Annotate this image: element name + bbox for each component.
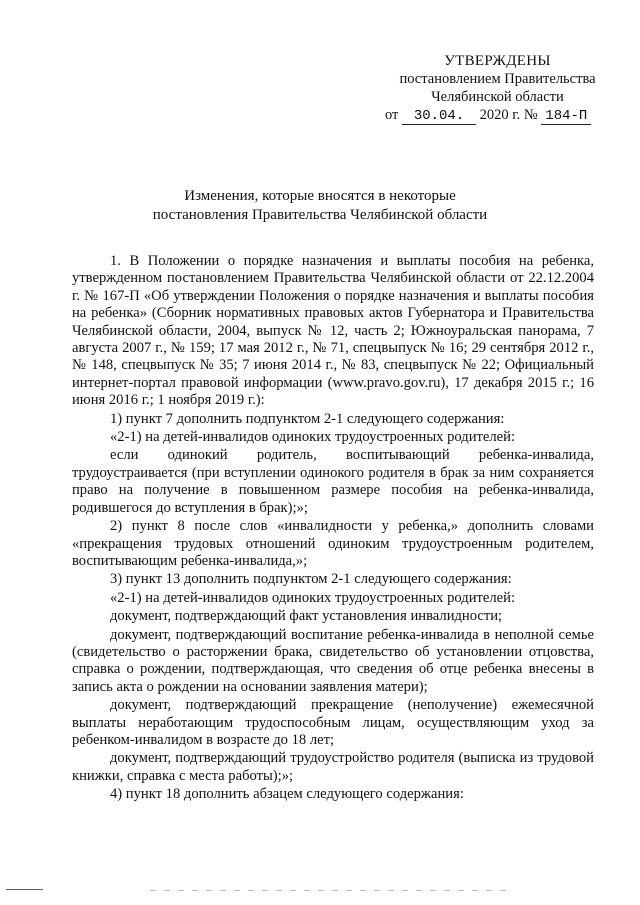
approval-title: УТВЕРЖДЕНЫ: [444, 53, 551, 69]
approval-date-row: [380, 106, 615, 125]
approval-region: Челябинской области: [431, 89, 564, 105]
document-title-line-2: постановления Правительства Челябинской области: [152, 207, 488, 223]
document-title: [0, 187, 640, 225]
footer-scan-artifact: [150, 890, 510, 891]
approval-year-text: 2020 г. №: [479, 107, 538, 123]
approval-stamp: [380, 52, 615, 125]
approval-authority: постановлением Правительства: [399, 71, 596, 87]
subitem-3-doc-2: документ, подтверждающий воспитание ребенка-инвалида в неполной семье (свидетельство о расторжении брака, свидетельство об установлении отцовства, справка о рождении, подтверждающая, что сведения об отце ребенка внесены в запись акта о рождении на основании заявления матери);: [72, 626, 594, 695]
subitem-3: 3) пункт 13 дополнить подпунктом 2-1 следующего содержания:: [110, 571, 512, 588]
approval-date-prefix: от: [385, 107, 399, 123]
subitem-2: 2) пункт 8 после слов «инвалидности у ребенка,» дополнить словами «прекращения трудовых отношений одиноким трудоустроенным родителем, воспитывающим ребенка-инвалида,»;: [72, 518, 594, 569]
subitem-3-doc-1: документ, подтверждающий факт установления инвалидности;: [110, 608, 503, 625]
subitem-3-doc-4: документ, подтверждающий трудоустройство родителя (выписка из трудовой книжки, справка с места работы);»;: [72, 750, 594, 784]
document-title-line-1: Изменения, которые вносятся в некоторые: [184, 188, 456, 204]
footer-rule: [6, 889, 43, 890]
approval-date-value: 30.04.: [402, 109, 476, 125]
approval-number-value: 184-П: [541, 109, 591, 125]
subitem-1-text: если одинокий родитель, воспитывающий ребенка-инвалида, трудоустраивается (при вступлении одинокого родителя в брак за ним сохраняется право на получение в повышенном размере пособия на ребенка-инвалида, родившегося до вступления в брак);»;: [72, 447, 594, 516]
subitem-4: 4) пункт 18 дополнить абзацем следующего содержания:: [110, 786, 464, 803]
subitem-3-doc-3: документ, подтверждающий прекращение (неполучение) ежемесячной выплаты неработающим трудоспособным лицам, осуществляющим уход за ребенком-инвалидом в возрасте до 18 лет;: [72, 697, 594, 748]
subitem-3-heading: «2-1) на детей-инвалидов одиноких трудоустроенных родителей:: [110, 589, 516, 606]
subitem-1: 1) пункт 7 дополнить подпунктом 2-1 следующего содержания:: [110, 410, 505, 427]
document-body: [72, 253, 594, 805]
paragraph-item-1: 1. В Положении о порядке назначения и выплаты пособия на ребенка, утвержденном постановлением Правительства Челябинской области от 22.12.2004 г. № 167-П «Об утверждении Положения о порядке назначения и выплаты пособия на ребенка» (Сборник нормативных правовых актов Губернатора и Правительства Челябинской области, 2004, выпуск № 12, часть 2; Южноуральская панорама, 7 августа 2007 г., № 159; 17 мая 2012 г., № 71, спецвыпуск № 16; 29 сентября 2012 г., № 148, спецвыпуск № 35; 7 июня 2014 г., № 83, спецвыпуск № 22; Официальный интернет-портал правовой информации (www.pravo.gov.ru), 17 декабря 2015 г.; 16 июня 2016 г.; 1 ноября 2019 г.):: [72, 253, 594, 409]
subitem-1-heading: «2-1) на детей-инвалидов одиноких трудоустроенных родителей:: [110, 429, 516, 446]
